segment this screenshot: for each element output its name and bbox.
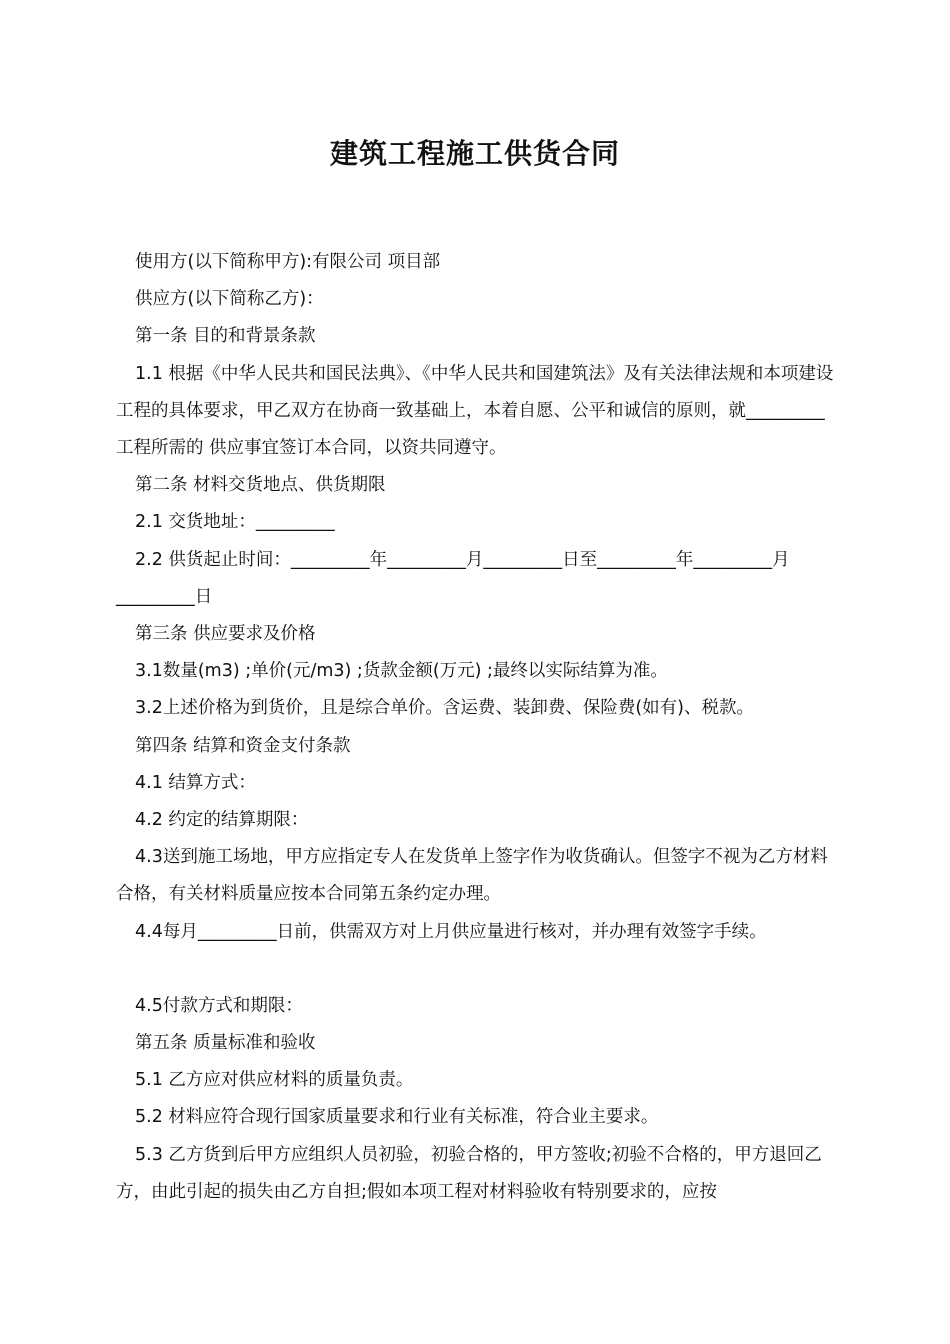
- clause-1-1: 1.1 根据《中华人民共和国民法典》、《中华人民共和国建筑法》及有关法律法规和本项建设工程的具体要求，甲乙双方在协商一致基础上，本着自愿、公平和诚信的原则，就_________工程所需的 供应事宜签订本合同，以资共同遵守。: [116, 363, 834, 459]
- clause-2-2: 2.2 供货起止时间：_________年_________月_________日至_________年_________月_________日: [116, 549, 790, 607]
- article-4-heading: 第四条 结算和资金支付条款: [135, 735, 351, 756]
- clause-4-2: 4.2 约定的结算期限：: [135, 810, 309, 831]
- clause-2-1: 2.1 交货地址：_________: [135, 512, 335, 533]
- article-3-heading: 第三条 供应要求及价格: [135, 624, 316, 645]
- clause-3-2: 3.2上述价格为到货价，且是综合单价。含运费、装卸费、保险费(如有)、税款。: [135, 698, 754, 719]
- clause-4-4: 4.4每月_________日前，供需双方对上月供应量进行核对，并办理有效签字手续。: [135, 921, 767, 942]
- clause-5-1: 5.1 乙方应对供应材料的质量负责。: [135, 1070, 414, 1091]
- clause-4-5: 4.5付款方式和期限：: [135, 995, 303, 1016]
- article-2-heading: 第二条 材料交货地点、供货期限: [135, 475, 386, 496]
- paragraph-spacer: [116, 951, 836, 988]
- document-body: [116, 244, 836, 1211]
- party-a-line: 使用方(以下简称甲方):有限公司 项目部: [135, 252, 441, 272]
- article-1-heading: 第一条 目的和背景条款: [135, 326, 316, 347]
- party-b-line: 供应方(以下简称乙方)：: [135, 289, 324, 310]
- clause-5-3: 5.3 乙方货到后甲方应组织人员初验，初验合格的，甲方签收;初验不合格的，甲方退回乙方，由此引起的损失由乙方自担;假如本项工程对材料验收有特别要求的，应按: [116, 1144, 822, 1202]
- clause-5-2: 5.2 材料应符合现行国家质量要求和行业有关标准，符合业主要求。: [135, 1107, 659, 1128]
- document-title: 建筑工程施工供货合同: [329, 137, 620, 170]
- clause-4-3: 4.3送到施工场地，甲方应指定专人在发货单上签字作为收货确认。但签字不视为乙方材料合格，有关材料质量应按本合同第五条约定办理。: [116, 847, 828, 905]
- article-5-heading: 第五条 质量标准和验收: [135, 1033, 316, 1054]
- clause-4-1: 4.1 结算方式：: [135, 772, 256, 793]
- clause-3-1: 3.1数量(m3) ;单价(元/m3) ;货款金额(万元) ;最终以实际结算为准。: [135, 661, 668, 682]
